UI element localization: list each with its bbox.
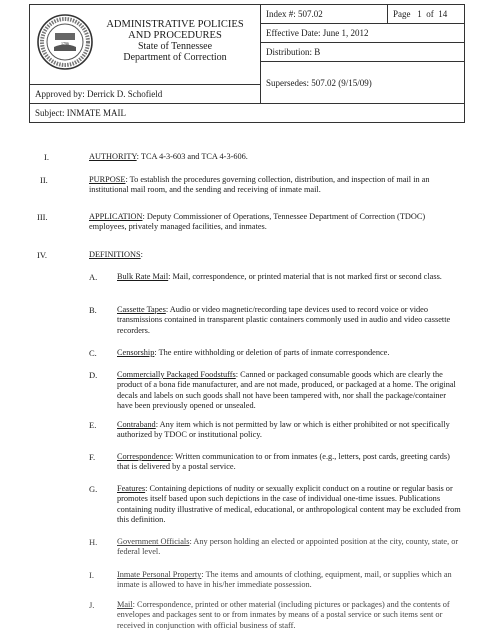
section-number-1: I. xyxy=(44,152,49,162)
section-authority xyxy=(89,152,449,162)
definition-inmate-property xyxy=(117,570,463,591)
section-text: : xyxy=(140,250,143,259)
definition-text: : Correspondence, printed or other material (including pictures or packages) and the contents of envelopes and packages sent to or from inmates by means of a postal service or such items sent or received in conjunction with official business of staff. xyxy=(117,600,450,630)
definition-features xyxy=(117,484,463,526)
org-title xyxy=(100,19,250,63)
section-text: : TCA 4-3-603 and TCA 4-3-606. xyxy=(136,152,248,161)
svg-text:1796: 1796 xyxy=(61,41,69,46)
definition-term: Commercially Packaged Foodstuffs xyxy=(117,370,236,379)
definition-term: Censorship xyxy=(117,348,155,357)
section-number-4: IV. xyxy=(37,250,47,260)
definition-text: : The items and amounts of clothing, equipment, mail, or supplies which an inmate is allowed to have in his/her immediate possession. xyxy=(117,570,452,590)
definition-term: Mail xyxy=(117,600,133,609)
section-text: : Deputy Commissioner of Operations, Tennessee Department of Correction (TDOC) employees, privately managed facilities, and inmates. xyxy=(89,212,426,232)
definition-term: Features xyxy=(117,484,146,493)
page-total: 14 xyxy=(438,9,448,19)
definition-term: Government Officials xyxy=(117,537,190,546)
org-line-1: ADMINISTRATIVE POLICIES xyxy=(106,19,244,30)
section-definitions xyxy=(89,250,449,260)
definition-letter: C. xyxy=(89,348,97,358)
page-of-label: of xyxy=(426,9,434,19)
definition-letter: E. xyxy=(89,420,97,430)
definition-term: Contraband xyxy=(117,420,156,429)
definition-letter: G. xyxy=(89,484,98,494)
index-cell: Index #: 507.02 xyxy=(261,5,388,24)
definition-government-officials xyxy=(117,537,463,558)
section-number-3: III. xyxy=(37,212,48,222)
org-line-3: State of Tennessee xyxy=(137,41,213,52)
section-title: DEFINITIONS xyxy=(89,250,141,259)
header-table xyxy=(29,4,465,123)
section-title: APPLICATION xyxy=(89,212,143,221)
effective-date: Effective Date: June 1, 2012 xyxy=(261,24,465,43)
approved-by: Approved by: Derrick D. Schofield xyxy=(30,85,261,104)
definition-letter: I. xyxy=(89,570,94,580)
definition-bulk-rate-mail xyxy=(117,272,463,282)
section-application xyxy=(89,212,461,233)
definition-term: Correspondence xyxy=(117,452,171,461)
definition-packaged-foodstuffs xyxy=(117,370,463,412)
section-purpose xyxy=(89,175,461,196)
definition-letter: J. xyxy=(89,600,95,610)
definition-text: : Any item which is not permitted by law or which is either prohibited or not specifically authorized by TDOC or institutional policy. xyxy=(117,420,450,440)
definition-text: : Any person holding an elected or appointed position at the city, county, state, or federal level. xyxy=(117,537,459,557)
definition-contraband xyxy=(117,420,463,441)
definition-text: : Written communication to or from inmates (e.g., letters, post cards, greeting cards) that is delivered by a postal service. xyxy=(117,452,450,472)
definition-term: Bulk Rate Mail xyxy=(117,272,169,281)
org-line-4: Department of Correction xyxy=(123,52,227,63)
page-label: Page xyxy=(393,9,411,19)
definition-censorship xyxy=(117,348,463,358)
definition-letter: A. xyxy=(89,272,98,282)
state-seal-icon xyxy=(36,13,94,71)
definition-letter: D. xyxy=(89,370,98,380)
subject: Subject: INMATE MAIL xyxy=(30,104,465,123)
definition-text: : The entire withholding or deletion of parts of inmate correspondence. xyxy=(154,348,390,357)
supersedes: Supersedes: 507.02 (9/15/09) xyxy=(261,62,465,104)
page-number: 1 xyxy=(417,9,422,19)
definition-text: : Canned or packaged consumable goods which are clearly the product of a bona fide manufacturer, and are not made, produced, or packaged at a home. The original decals and labels on such goods shall not have been tampered with, nor shall the package/container have been previously opened or unsealed. xyxy=(117,370,456,411)
definition-term: Cassette Tapes xyxy=(117,305,166,314)
definition-term: Inmate Personal Property xyxy=(117,570,202,579)
section-number-2: II. xyxy=(40,175,48,185)
definition-text: : Containing depictions of nudity or sexually explicit conduct on a routine or regular basis or promotes itself based upon such depictions in the case of individual one-time issues. Publications containing nudity illustrative of medical, educational, or anthropological content may be excluded from this definition. xyxy=(117,484,461,525)
page-cell xyxy=(388,5,465,24)
distribution: Distribution: B xyxy=(261,43,465,62)
section-text: : To establish the procedures governing collection, distribution, and inspection of mail in an institutional mail room, and the sending and receiving of inmate mail. xyxy=(89,175,430,195)
definition-letter: F. xyxy=(89,452,96,462)
section-title: PURPOSE xyxy=(89,175,126,184)
definition-text: : Mail, correspondence, or printed material that is not marked first or second class. xyxy=(168,272,442,281)
definition-mail xyxy=(117,600,463,631)
definition-cassette-tapes xyxy=(117,305,463,336)
org-cell xyxy=(30,5,261,85)
definition-letter: B. xyxy=(89,305,97,315)
definition-correspondence xyxy=(117,452,463,473)
definition-letter: H. xyxy=(89,537,98,547)
org-line-2: AND PROCEDURES xyxy=(128,30,222,41)
definition-text: : Audio or video magnetic/recording tape devices used to record voice or video transmissions contained in transparent plastic containers commonly used in audio and video cassette recorders. xyxy=(117,305,451,335)
section-title: AUTHORITY xyxy=(89,152,137,161)
